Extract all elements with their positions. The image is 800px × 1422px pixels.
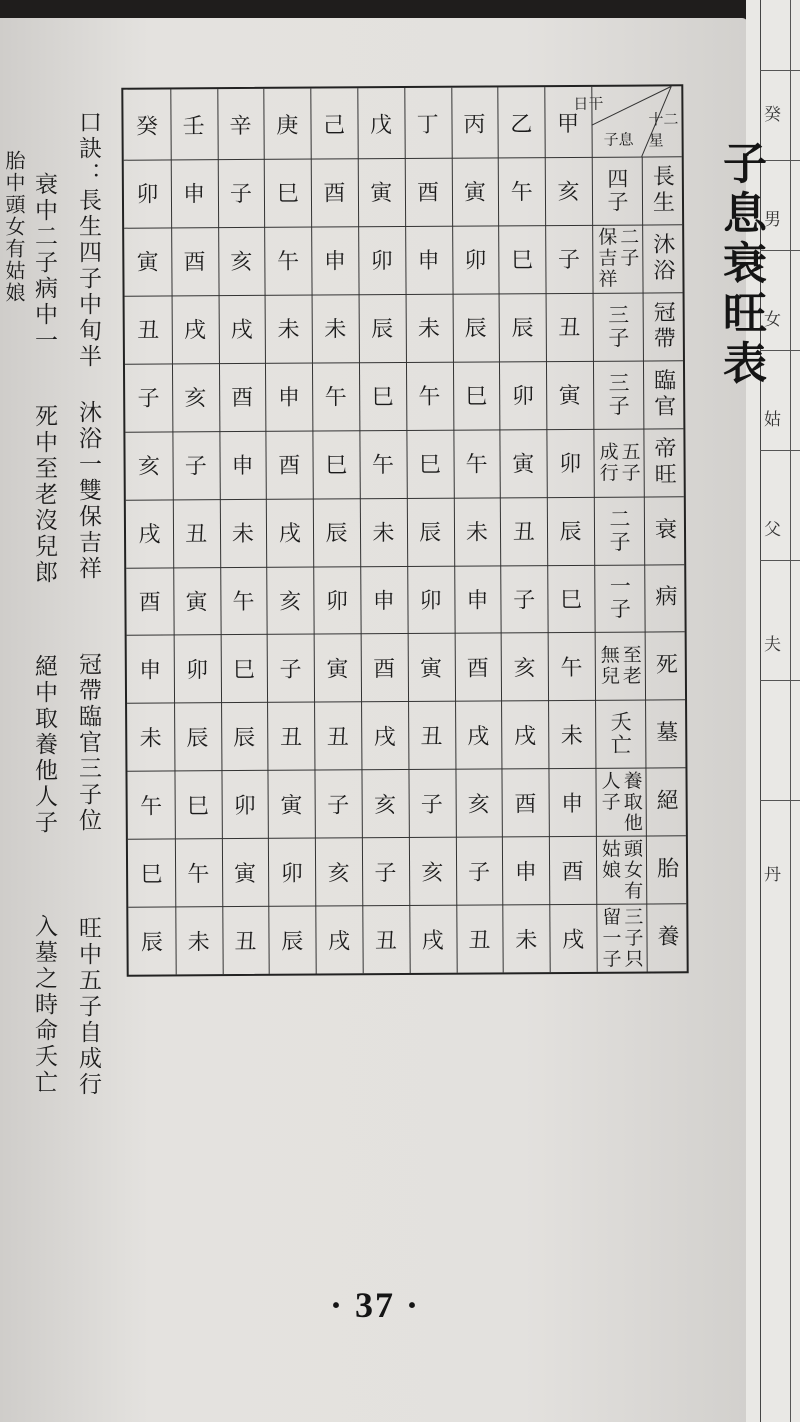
branch-cell: 午	[510, 180, 533, 206]
branch-cell: 亥	[467, 792, 490, 818]
branch-cell: 申	[514, 859, 537, 885]
stem-header: 癸	[135, 114, 159, 140]
branch-cell: 寅	[419, 656, 443, 682]
child-count: 四子	[604, 167, 630, 214]
fortune-table	[121, 84, 688, 976]
verse-col-8: 入墓之時命夭亡	[31, 914, 57, 1096]
branch-cell: 巳	[511, 248, 534, 274]
facing-char: 癸	[764, 105, 781, 125]
branch-cell: 寅	[558, 384, 581, 410]
stem-header: 庚	[276, 113, 299, 139]
star-label: 冠帶	[650, 300, 676, 353]
branch-cell: 卯	[136, 182, 159, 209]
page-number: · 37 ·	[330, 1285, 421, 1325]
branch-cell: 子	[184, 454, 207, 480]
branch-cell: 未	[324, 317, 347, 343]
branch-cell: 亥	[513, 656, 536, 682]
verse-col-2: 衰中二子病中一	[31, 172, 57, 354]
facing-char: 姑	[764, 410, 781, 430]
branch-cell: 寅	[185, 590, 208, 616]
branch-cell: 寅	[463, 180, 487, 207]
child-count: 五子 成行	[596, 441, 641, 484]
branch-cell: 午	[187, 861, 210, 887]
branch-cell: 丑	[558, 316, 581, 342]
corner-label-star: 十二星	[648, 110, 679, 150]
branch-cell: 戌	[328, 928, 351, 955]
branch-cell: 卯	[325, 589, 349, 615]
branch-cell: 卯	[370, 249, 393, 275]
star-label: 長生	[649, 164, 675, 217]
branch-cell: 子	[467, 860, 491, 886]
branch-cell: 未	[417, 317, 441, 343]
branch-cell: 申	[561, 791, 584, 817]
branch-cell: 申	[323, 249, 347, 275]
branch-cell: 午	[324, 385, 347, 411]
verse-col-3: 沐浴一雙保吉祥	[75, 400, 101, 582]
branch-cell: 辰	[233, 725, 256, 751]
branch-cell: 亥	[327, 860, 350, 887]
branch-cell: 酉	[231, 386, 254, 412]
branch-cell: 寅	[512, 452, 535, 478]
left-edge-text: 胎中頭女有姑娘	[2, 150, 26, 304]
branch-cell: 巳	[140, 862, 163, 888]
branch-cell: 寅	[234, 861, 257, 887]
branch-cell: 戌	[562, 927, 585, 953]
branch-cell: 亥	[230, 250, 253, 276]
branch-cell: 戌	[421, 928, 444, 954]
branch-cell: 卯	[511, 384, 535, 410]
branch-cell: 辰	[464, 316, 487, 342]
verse-col-6: 絕中取養他人子	[31, 654, 57, 836]
branch-cell: 酉	[417, 181, 440, 207]
branch-cell: 亥	[279, 589, 302, 615]
branch-cell: 丑	[326, 725, 349, 751]
branch-cell: 亥	[557, 180, 580, 206]
branch-cell: 未	[515, 927, 538, 953]
facing-char: 父	[764, 520, 781, 540]
branch-cell: 午	[277, 250, 300, 276]
branch-cell: 丑	[512, 520, 535, 546]
page-title: 子息衰旺表	[715, 140, 766, 390]
star-label: 絕	[653, 788, 679, 815]
branch-cell: 未	[231, 521, 255, 548]
stem-header: 乙	[510, 111, 533, 137]
branch-cell: 未	[187, 929, 210, 955]
verse-col-5: 冠帶臨官三子位	[75, 652, 101, 834]
branch-cell: 辰	[371, 317, 394, 343]
branch-cell: 子	[420, 792, 443, 818]
child-count: 至老 無兒	[597, 644, 642, 688]
branch-cell: 巳	[325, 453, 348, 479]
branch-cell: 申	[417, 249, 440, 275]
star-label: 胎	[653, 856, 679, 883]
child-count: 一子	[607, 575, 632, 622]
branch-cell: 丑	[185, 522, 208, 548]
branch-cell: 寅	[280, 793, 303, 819]
branch-cell: 申	[372, 589, 395, 615]
branch-cell: 寅	[370, 181, 393, 207]
star-label: 沐浴	[649, 232, 676, 285]
branch-cell: 辰	[419, 520, 442, 546]
star-label: 死	[652, 652, 678, 679]
branch-cell: 午	[139, 794, 163, 820]
stem-header: 丁	[416, 112, 439, 138]
branch-cell: 酉	[561, 859, 584, 885]
branch-cell: 卯	[280, 861, 303, 887]
branch-cell: 戌	[183, 318, 207, 344]
branch-cell: 子	[279, 657, 302, 683]
branch-cell: 酉	[278, 453, 301, 479]
branch-cell: 丑	[234, 929, 257, 955]
corner-label-stems: 日干	[573, 94, 604, 113]
stem-header: 辛	[229, 113, 252, 139]
stem-header: 丙	[463, 112, 486, 138]
branch-cell: 子	[374, 860, 397, 886]
branch-cell: 未	[277, 317, 300, 344]
star-label: 養	[653, 924, 680, 951]
branch-cell: 丑	[420, 724, 443, 750]
branch-cell: 子	[557, 248, 581, 274]
facing-char: 丹	[764, 865, 781, 885]
stem-header: 戊	[369, 112, 393, 138]
branch-cell: 辰	[559, 519, 582, 546]
branch-cell: 丑	[279, 725, 303, 751]
branch-cell: 未	[465, 520, 489, 546]
child-count: 夭亡	[608, 710, 633, 758]
facing-char: 夫	[764, 635, 781, 655]
branch-cell: 子	[513, 588, 536, 614]
branch-cell: 子	[327, 793, 350, 819]
branch-cell: 亥	[373, 792, 397, 818]
branch-cell: 申	[139, 658, 162, 684]
branch-cell: 午	[465, 452, 488, 478]
branch-cell: 亥	[421, 860, 444, 886]
star-label: 帝旺	[650, 435, 677, 489]
branch-cell: 酉	[373, 656, 396, 683]
branch-cell: 申	[183, 182, 206, 208]
branch-cell: 辰	[281, 929, 304, 955]
stem-header: 甲	[557, 111, 580, 137]
star-label: 衰	[651, 516, 677, 544]
branch-cell: 午	[371, 453, 395, 479]
corner-label-child: 子息	[603, 130, 634, 149]
branch-cell: 卯	[419, 588, 442, 614]
branch-cell: 卯	[464, 248, 487, 274]
branch-cell: 巳	[465, 384, 488, 410]
branch-cell: 戌	[230, 318, 253, 344]
branch-cell: 申	[277, 385, 301, 411]
branch-cell: 巳	[559, 587, 583, 614]
branch-cell: 戌	[373, 724, 396, 750]
branch-cell: 酉	[183, 250, 206, 276]
branch-cell: 子	[229, 182, 253, 208]
verse-col-7: 旺中五子自成行	[75, 916, 101, 1098]
branch-cell: 巳	[232, 657, 255, 683]
branch-cell: 寅	[136, 250, 159, 276]
branch-cell: 辰	[186, 725, 209, 752]
branch-cell: 午	[418, 384, 441, 411]
stem-header: 壬	[182, 113, 205, 139]
branch-cell: 午	[560, 655, 583, 681]
verse-col-1: 口訣：長生四子中旬半	[75, 110, 101, 370]
facing-char: 女	[764, 310, 781, 330]
branch-cell: 亥	[137, 454, 161, 480]
verse-col-4: 死中至老沒兒郎	[31, 404, 57, 586]
branch-cell: 酉	[138, 590, 161, 616]
branch-cell: 亥	[184, 386, 207, 412]
branch-cell: 巳	[186, 793, 209, 820]
child-count: 二子	[606, 507, 632, 554]
branch-cell: 酉	[323, 181, 346, 207]
branch-cell: 辰	[325, 521, 348, 547]
child-count: 養取他 人子	[598, 770, 643, 834]
branch-cell: 辰	[511, 316, 534, 342]
branch-cell: 戌	[513, 723, 537, 750]
branch-cell: 丑	[374, 928, 397, 954]
branch-cell: 戌	[138, 522, 161, 548]
branch-cell: 戌	[278, 521, 301, 547]
branch-cell: 巳	[418, 452, 441, 479]
branch-cell: 辰	[140, 930, 163, 956]
branch-cell: 卯	[185, 658, 209, 684]
stem-header: 己	[323, 112, 346, 138]
branch-cell: 未	[560, 723, 583, 749]
child-count: 二子 保吉祥	[595, 226, 640, 291]
branch-cell: 午	[232, 589, 255, 616]
child-count: 三子	[606, 371, 631, 418]
branch-cell: 未	[372, 521, 395, 547]
star-label: 臨官	[650, 368, 676, 421]
branch-cell: 申	[466, 588, 489, 614]
branch-cell: 寅	[326, 657, 349, 683]
branch-cell: 申	[231, 454, 254, 480]
branch-cell: 丑	[468, 928, 491, 954]
child-count: 三子只 留一子	[599, 906, 644, 970]
branch-cell: 巳	[371, 385, 394, 411]
star-label: 墓	[652, 720, 678, 747]
branch-cell: 子	[137, 386, 160, 412]
child-count: 三子	[605, 303, 630, 350]
star-label: 病	[651, 584, 677, 611]
branch-cell: 巳	[276, 182, 299, 208]
branch-cell: 酉	[514, 791, 537, 818]
branch-cell: 卯	[559, 452, 582, 478]
branch-cell: 酉	[466, 656, 489, 682]
corner-diagonals	[123, 86, 690, 978]
branch-cell: 戌	[467, 724, 490, 750]
child-count: 頭女有 姑娘	[598, 838, 644, 902]
branch-cell: 未	[139, 726, 162, 752]
branch-cell: 丑	[137, 318, 160, 344]
facing-char: 男	[764, 210, 781, 230]
branch-cell: 卯	[233, 793, 256, 819]
